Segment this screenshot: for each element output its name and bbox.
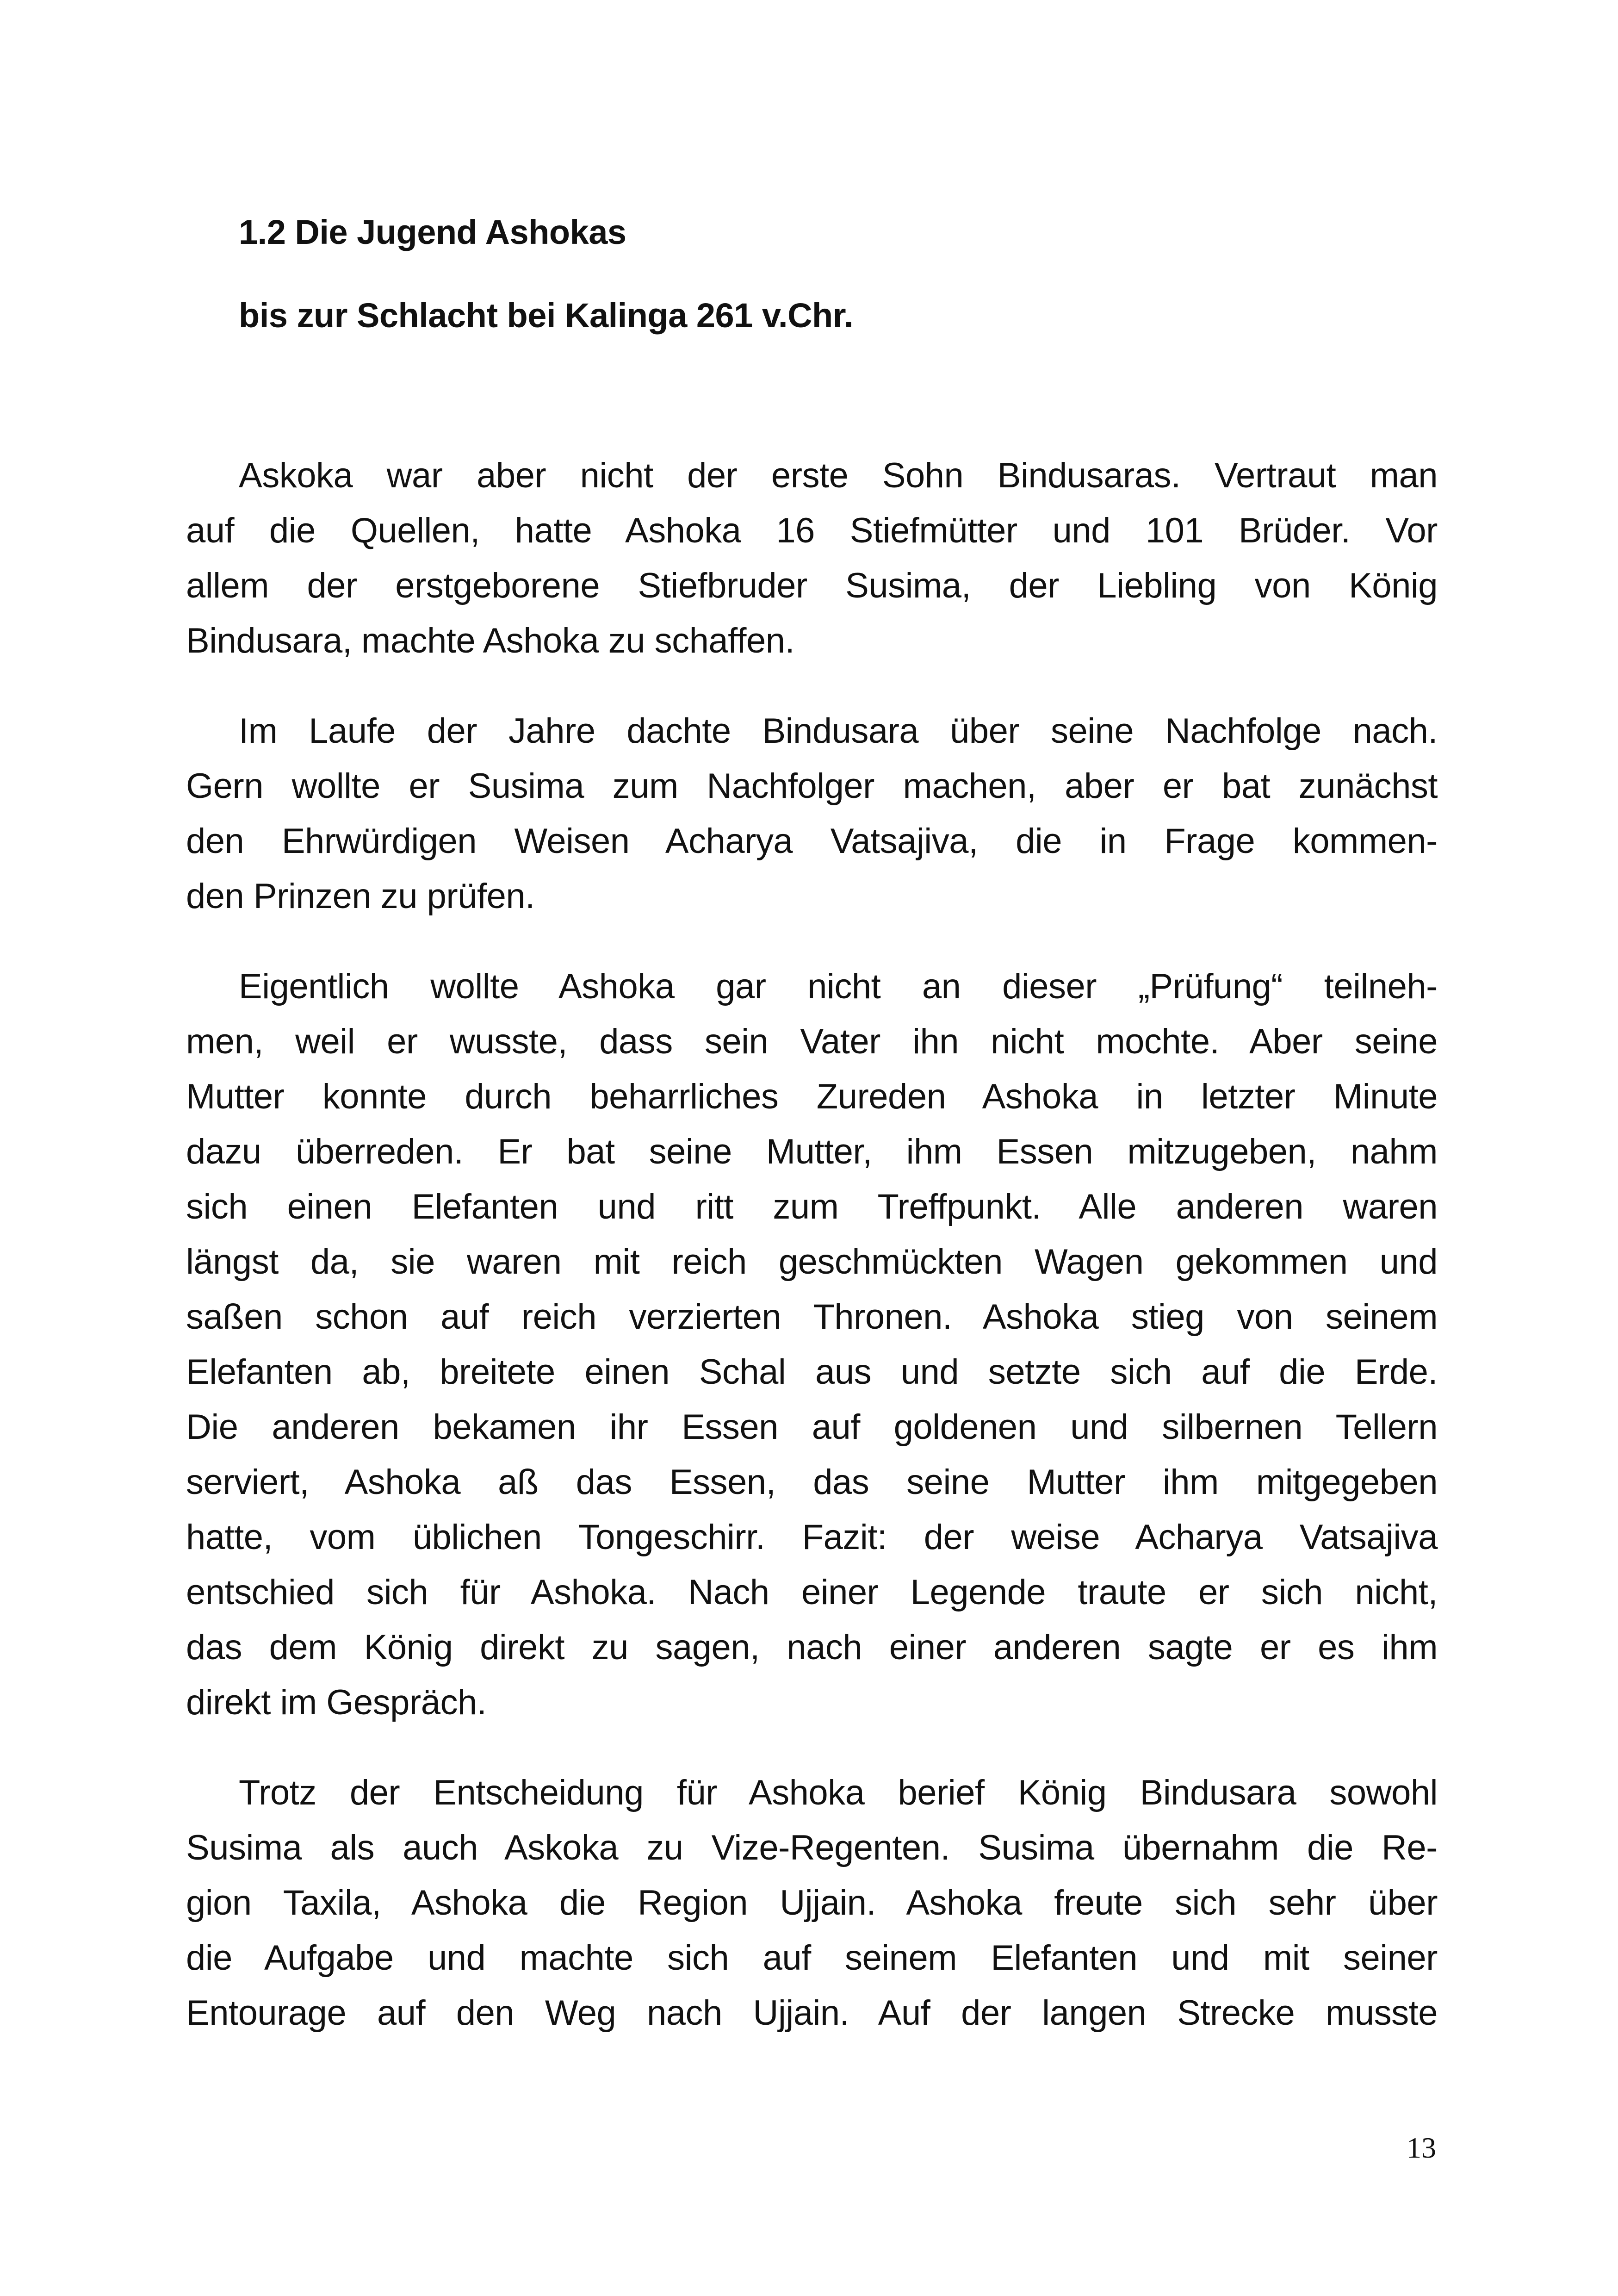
body-text <box>186 448 1438 2076</box>
text-line: längst da, sie waren mit reich geschmückten Wagen gekommen und <box>186 1242 1438 1282</box>
page-number: 13 <box>1407 2131 1436 2164</box>
text-line: Susima als auch Askoka zu Vize-Regenten. Susima übernahm die Re- <box>186 1828 1438 1867</box>
text-line: gion Taxila, Ashoka die Region Ujjain. Ashoka freute sich sehr über <box>186 1883 1438 1923</box>
text-line: auf die Quellen, hatte Ashoka 16 Stiefmütter und 101 Brüder. Vor <box>186 511 1438 550</box>
text-line: men, weil er wusste, dass sein Vater ihn nicht mochte. Aber seine <box>186 1022 1438 1061</box>
text-line: Mutter konnte durch beharrliches Zureden Ashoka in letzter Minute <box>186 1077 1438 1116</box>
text-line: das dem König direkt zu sagen, nach einer anderen sagte er es ihm <box>186 1628 1438 1667</box>
paragraph-3 <box>186 959 1438 1730</box>
text-line: Elefanten ab, breitete einen Schal aus und setzte sich auf die Erde. <box>186 1352 1438 1392</box>
text-line: allem der erstgeborene Stiefbruder Susima, der Liebling von König <box>186 566 1438 605</box>
text-line: Gern wollte er Susima zum Nachfolger machen, aber er bat zunächst <box>186 766 1438 806</box>
section-heading-line-2: bis zur Schlacht bei Kalinga 261 v.Chr. <box>239 296 854 335</box>
text-line: direkt im Gespräch. <box>186 1683 487 1722</box>
text-line: Askoka war aber nicht der erste Sohn Bindusaras. Vertraut man <box>239 456 1438 495</box>
text-line: saßen schon auf reich verzierten Thronen. Ashoka stieg von seinem <box>186 1297 1438 1337</box>
text-line: Entourage auf den Weg nach Ujjain. Auf der langen Strecke musste <box>186 1993 1438 2033</box>
paragraph-4 <box>186 1765 1438 2041</box>
text-line: Trotz der Entscheidung für Ashoka berief König Bindusara sowohl <box>239 1773 1438 1812</box>
text-line: den Prinzen zu prüfen. <box>186 877 535 916</box>
text-line: entschied sich für Ashoka. Nach einer Legende traute er sich nicht, <box>186 1573 1438 1612</box>
text-line: sich einen Elefanten und ritt zum Treffpunkt. Alle anderen waren <box>186 1187 1438 1226</box>
text-line: Bindusara, machte Ashoka zu schaffen. <box>186 621 795 660</box>
text-line: hatte, vom üblichen Tongeschirr. Fazit: der weise Acharya Vatsajiva <box>186 1518 1438 1557</box>
paragraph-1 <box>186 448 1438 668</box>
text-line: serviert, Ashoka aß das Essen, das seine Mutter ihm mitgegeben <box>186 1462 1438 1502</box>
text-line: den Ehrwürdigen Weisen Acharya Vatsajiva, die in Frage kommen- <box>186 821 1438 861</box>
text-line: Eigentlich wollte Ashoka gar nicht an dieser „Prüfung“ teilneh- <box>239 967 1438 1006</box>
paragraph-2 <box>186 703 1438 924</box>
text-line: Die anderen bekamen ihr Essen auf goldenen und silbernen Tellern <box>186 1407 1438 1447</box>
text-line: Im Laufe der Jahre dachte Bindusara über seine Nachfolge nach. <box>239 711 1438 751</box>
text-line: die Aufgabe und machte sich auf seinem Elefanten und mit seiner <box>186 1938 1438 1978</box>
text-line: dazu überreden. Er bat seine Mutter, ihm Essen mitzugeben, nahm <box>186 1132 1438 1171</box>
section-heading-line-1: 1.2 Die Jugend Ashokas <box>239 213 626 251</box>
